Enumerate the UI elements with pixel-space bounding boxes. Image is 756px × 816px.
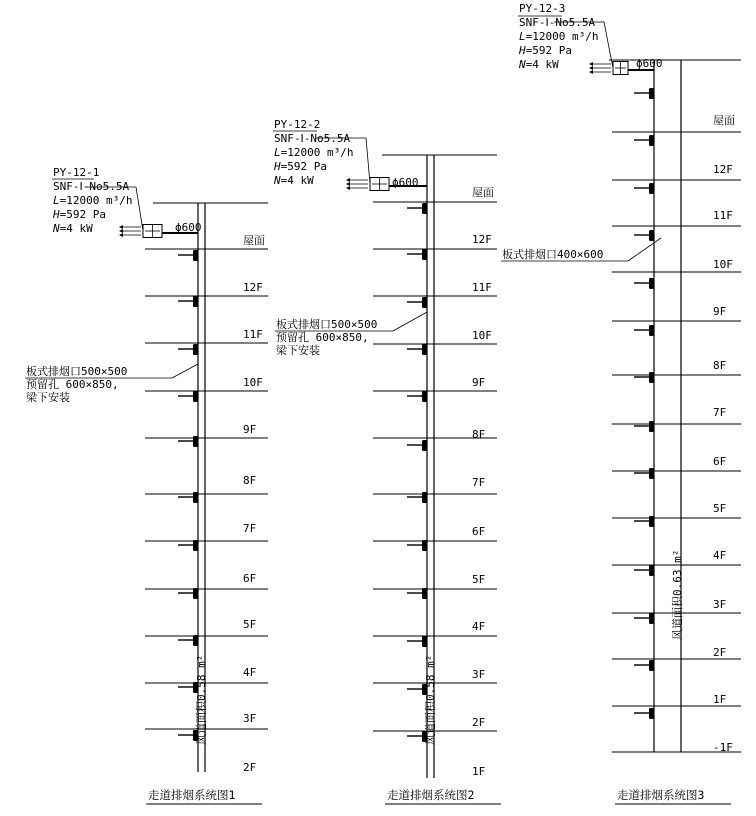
floor-label: 屋面	[472, 186, 494, 199]
outlet-damper	[193, 436, 198, 447]
floor-label: 3F	[243, 712, 257, 725]
outlet-damper	[649, 565, 654, 576]
air-arrow-head	[589, 62, 593, 66]
outlet-damper	[193, 540, 198, 551]
floor-label: 5F	[243, 618, 257, 631]
floor-label: 6F	[472, 525, 486, 538]
smoke-outlet	[634, 421, 654, 432]
outlet-damper	[193, 344, 198, 355]
floor-label: 3F	[472, 668, 486, 681]
floor-label: 屋面	[713, 114, 735, 127]
shaft-area-label: 风道面积0.58 m²	[195, 654, 208, 745]
floor-label: 6F	[713, 455, 727, 468]
floor-label: 5F	[472, 573, 486, 586]
floor-label: 2F	[243, 761, 257, 774]
outlet-damper	[193, 296, 198, 307]
smoke-outlet	[407, 636, 427, 647]
outlet-damper	[649, 660, 654, 671]
floor-label: 11F	[472, 281, 492, 294]
smoke-outlet	[407, 440, 427, 451]
smoke-outlet	[634, 613, 654, 624]
fan-id: PY-12-1	[53, 166, 100, 179]
smoke-outlet	[634, 708, 654, 719]
smoke-outlet	[178, 250, 198, 261]
floor-label: -1F	[713, 741, 733, 754]
floor-label: 8F	[243, 474, 257, 487]
outlet-damper	[422, 440, 427, 451]
outlet-damper	[649, 230, 654, 241]
fan-model: SNF-Ⅰ-No5.5A	[53, 180, 130, 193]
shaft-area-label: 风道面积0.63 m²	[671, 549, 684, 640]
outlet-damper	[649, 135, 654, 146]
floor-label: 12F	[472, 233, 492, 246]
smoke-outlet	[407, 344, 427, 355]
floor-label: 10F	[243, 376, 263, 389]
air-arrow-head	[346, 186, 350, 190]
smoke-outlet	[634, 230, 654, 241]
floor-label: 8F	[713, 359, 727, 372]
floor-label: 10F	[472, 329, 492, 342]
floor-label: 6F	[243, 572, 257, 585]
smoke-outlet	[178, 391, 198, 402]
smoke-outlet	[634, 278, 654, 289]
fan-id: PY-12-3	[519, 2, 566, 15]
outlet-damper	[193, 391, 198, 402]
smoke-outlet	[407, 391, 427, 402]
floor-label: 11F	[243, 328, 263, 341]
floor-label: 7F	[243, 522, 257, 535]
note-leader	[628, 238, 661, 261]
system-3	[501, 2, 741, 754]
floor-label: 2F	[713, 646, 727, 659]
outlet-damper	[422, 249, 427, 260]
floor-label: 8F	[472, 428, 486, 441]
outlet-note: 梁下安装	[26, 391, 70, 404]
note-leader	[172, 364, 198, 378]
fan-model: SNF-Ⅰ-No5.5A	[519, 16, 596, 29]
floor-label: 12F	[713, 163, 733, 176]
smoke-outlet	[178, 635, 198, 646]
outlet-damper	[649, 421, 654, 432]
pipe-diameter-label: ϕ600	[636, 57, 663, 70]
smoke-outlet	[634, 135, 654, 146]
outlet-note: 板式排烟口500×500	[276, 318, 378, 331]
floor-label: 屋面	[243, 234, 265, 247]
outlet-damper	[422, 391, 427, 402]
air-arrow-head	[119, 229, 123, 233]
outlet-damper	[649, 278, 654, 289]
floor-label: 11F	[713, 209, 733, 222]
fan-power: N=4 kW	[53, 222, 93, 235]
smoke-outlet	[407, 540, 427, 551]
outlet-note: 预留孔 600×850,	[276, 331, 369, 344]
air-arrow-head	[589, 70, 593, 74]
air-arrow-head	[346, 182, 350, 186]
outlet-damper	[649, 88, 654, 99]
captions-layer	[146, 788, 731, 804]
floor-label: 9F	[713, 305, 727, 318]
shaft-area-label: 风道面积0.58 m²	[424, 654, 437, 745]
floor-label: 12F	[243, 281, 263, 294]
outlet-damper	[649, 468, 654, 479]
smoke-outlet	[178, 296, 198, 307]
outlet-damper	[649, 613, 654, 624]
outlet-damper	[422, 636, 427, 647]
floor-label: 2F	[472, 716, 486, 729]
outlet-damper	[193, 492, 198, 503]
fan-power: N=4 kW	[274, 174, 314, 187]
outlet-damper	[422, 297, 427, 308]
outlet-damper	[649, 708, 654, 719]
air-arrow-head	[346, 178, 350, 182]
floor-label: 3F	[713, 598, 727, 611]
floor-label: 1F	[472, 765, 486, 778]
smoke-outlet	[634, 565, 654, 576]
outlet-damper	[422, 492, 427, 503]
floor-label: 5F	[713, 502, 727, 515]
outlet-damper	[649, 183, 654, 194]
floor-label: 7F	[472, 476, 486, 489]
floor-label: 10F	[713, 258, 733, 271]
outlet-note: 板式排烟口400×600	[502, 248, 604, 261]
smoke-outlet	[407, 297, 427, 308]
floor-label: 4F	[713, 549, 727, 562]
fan-model: SNF-Ⅰ-No5.5A	[274, 132, 351, 145]
outlet-damper	[422, 344, 427, 355]
outlet-damper	[649, 516, 654, 527]
fan-airflow: L=12000 m³/h	[519, 30, 599, 43]
outlet-damper	[422, 588, 427, 599]
fan-power: N=4 kW	[519, 58, 559, 71]
floor-label: 9F	[243, 423, 257, 436]
smoke-outlet	[634, 88, 654, 99]
floor-label: 7F	[713, 406, 727, 419]
floor-label: 9F	[472, 376, 486, 389]
outlet-damper	[193, 250, 198, 261]
air-arrow-head	[589, 66, 593, 70]
outlet-note: 板式排烟口500×500	[26, 365, 128, 378]
air-arrow-head	[119, 225, 123, 229]
system-1	[25, 166, 268, 774]
floor-label: 4F	[243, 666, 257, 679]
systems-layer	[25, 2, 741, 778]
smoke-outlet	[634, 660, 654, 671]
air-arrow-head	[119, 233, 123, 237]
smoke-outlet	[407, 588, 427, 599]
outlet-damper	[193, 635, 198, 646]
fan-pressure: H=592 Pa	[519, 44, 572, 57]
fan-pressure: H=592 Pa	[274, 160, 327, 173]
smoke-outlet	[407, 203, 427, 214]
smoke-outlet	[178, 344, 198, 355]
smoke-outlet	[178, 588, 198, 599]
smoke-outlet	[178, 540, 198, 551]
system-2	[273, 118, 497, 778]
fan-id: PY-12-2	[274, 118, 321, 131]
floor-label: 4F	[472, 620, 486, 633]
outlet-damper	[422, 203, 427, 214]
fan-airflow: L=12000 m³/h	[274, 146, 354, 159]
smoke-outlet	[634, 372, 654, 383]
outlet-damper	[649, 372, 654, 383]
smoke-outlet	[634, 468, 654, 479]
fan-airflow: L=12000 m³/h	[53, 194, 133, 207]
floor-label: 1F	[713, 693, 727, 706]
note-leader	[393, 312, 427, 331]
outlet-damper	[422, 540, 427, 551]
pipe-diameter-label: ϕ600	[175, 221, 202, 234]
outlet-note: 预留孔 600×850,	[26, 378, 119, 391]
outlet-damper	[193, 588, 198, 599]
smoke-outlet	[634, 325, 654, 336]
smoke-outlet	[634, 183, 654, 194]
outlet-note: 梁下安装	[276, 344, 320, 357]
caption-1: 走道排烟系统图1	[148, 788, 236, 802]
caption-2: 走道排烟系统图2	[387, 788, 475, 802]
smoke-outlet	[407, 249, 427, 260]
pipe-diameter-label: ϕ600	[392, 176, 419, 189]
fan-pressure: H=592 Pa	[53, 208, 106, 221]
caption-3: 走道排烟系统图3	[617, 788, 705, 802]
outlet-damper	[649, 325, 654, 336]
